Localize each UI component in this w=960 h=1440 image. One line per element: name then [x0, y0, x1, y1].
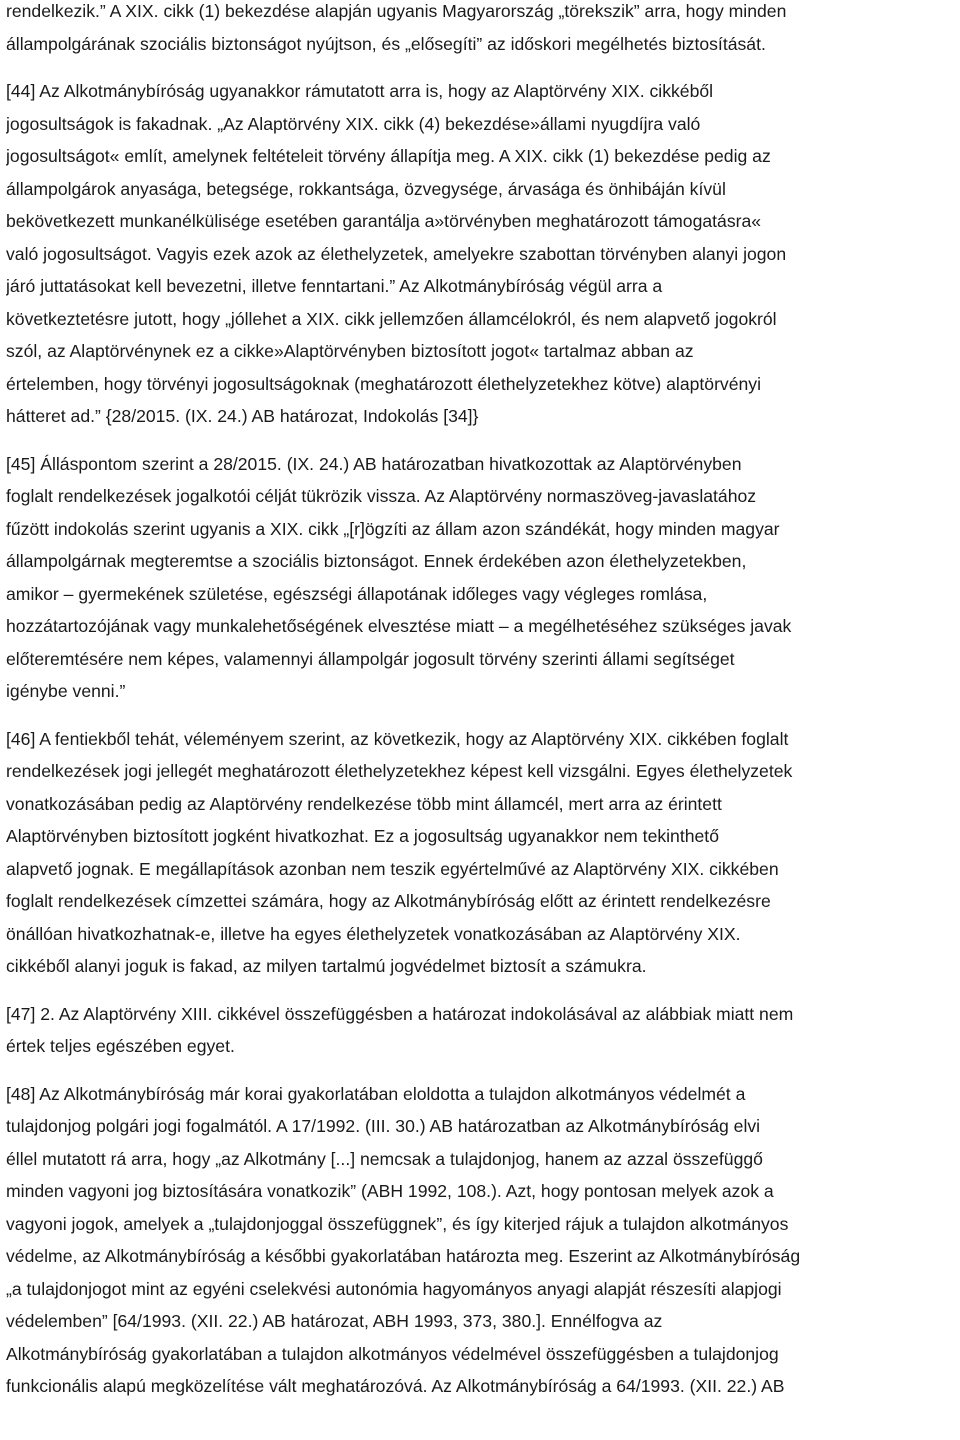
paragraph-44-line: következtetésre jutott, hogy „jóllehet a XIX. cikk jellemzően államcélokról, és nem alapvető jogokról — [6, 308, 777, 329]
paragraph-44-line: állampolgárok anyasága, betegsége, rokkantsága, özvegysége, árvasága és önhibáján kívül — [6, 178, 726, 199]
paragraph-46-line: alapvető jognak. E megállapítások azonban nem teszik egyértelművé az Alaptörvény XIX. cikkében — [6, 858, 779, 879]
paragraph-48-line: „a tulajdonjogot mint az egyéni cselekvési autonómia hagyományos anyagi alapját részesíti alapjogi — [6, 1278, 782, 1299]
paragraph-48-line: éllel mutatott rá arra, hogy „az Alkotmány [...] nemcsak a tulajdonjog, hanem az azzal összefüggő — [6, 1148, 763, 1169]
paragraph-48-line: Alkotmánybíróság gyakorlatában a tulajdon alkotmányos védelmével összefüggésben a tulajdonjog — [6, 1343, 779, 1364]
paragraph-48-line: védelme, az Alkotmánybíróság a későbbi gyakorlatában határozta meg. Eszerint az Alkotmánybíróság — [6, 1246, 801, 1266]
paragraph-48-line: tulajdonjog polgári jogi fogalmától. A 17/1992. (III. 30.) AB határozatban az Alkotmánybíróság elvi — [6, 1116, 761, 1136]
paragraph-44-line: való jogosultságot. Vagyis ezek azok az élethelyzetek, amelyekre szabottan törvényben alanyi jogon — [6, 243, 787, 264]
paragraph-45-line: hozzátartozójának vagy munkalehetőségének elvesztése miatt – a megélhetéséhez szükséges javak — [6, 616, 792, 636]
paragraph-48-line: minden vagyoni jog biztosítására vonatkozik” (ABH 1992, 108.). Azt, hogy pontosan melyek azok a — [6, 1181, 774, 1201]
paragraph-45-line: amikor – gyermekének születése, egészségi állapotának időleges vagy végleges romlása, — [6, 583, 708, 604]
paragraph-44-line: [44] Az Alkotmánybíróság ugyanakkor rámutatott arra is, hogy az Alaptörvény XIX. cikkéből — [6, 81, 714, 101]
paragraph-46-line: cikkéből alanyi joguk is fakad, az milyen tartalmú jogvédelmet biztosít a számukra. — [6, 956, 647, 976]
paragraph-46-line: foglalt rendelkezések címzettei számára, hogy az Alkotmánybíróság előtt az érintett rendelkezésre — [6, 891, 771, 911]
paragraph-44-line: jogosultságok is fakadnak. „Az Alaptörvény XIX. cikk (4) bekezdése»állami nyugdíjra való — [6, 113, 701, 134]
paragraph-48-line: funkcionális alapú megközelítése vált meghatározóvá. Az Alkotmánybíróság a 64/1993. (XII. 22.) AB — [6, 1376, 785, 1396]
paragraph-45-line: előteremtésére nem képes, valamennyi állampolgár jogosult törvény szerinti állami segítséget — [6, 648, 735, 669]
text-line: állampolgárának szociális biztonságot nyújtson, és „elősegíti” az időskori megélhetés biztosítását. — [6, 33, 766, 54]
document-page — [6, 0, 954, 1407]
paragraph-48-line: vagyoni jogok, amelyek a „tulajdonjoggal összefüggnek”, és így kiterjed rájuk a tulajdon alkotmányos — [6, 1213, 789, 1234]
paragraph-44-line: járó juttatásokat kell bevezetni, illetve fenntartani.” Az Alkotmánybíróság végül arra a — [6, 276, 663, 296]
paragraph-45-line: [45] Álláspontom szerint a 28/2015. (IX. 24.) AB határozatban hivatkozottak az Alaptörvényben — [6, 453, 742, 474]
paragraph-46-line: Alaptörvényben biztosított jogként hivatkozhat. Ez a jogosultság ugyanakkor nem tekinthető — [6, 826, 719, 846]
paragraph-44-line: szól, az Alaptörvénynek ez a cikke»Alaptörvényben biztosított jogot« tartalmaz abban az — [6, 341, 694, 361]
paragraph-45-line: fűzött indokolás szerint ugyanis a XIX. cikk „[r]ögzíti az állam azon szándékát, hogy minden magyar — [6, 518, 780, 539]
paragraph-46-line: önállóan hivatkozhatnak-e, illetve ha egyes élethelyzetek vonatkozásában az Alaptörvény XIX. — [6, 923, 741, 944]
paragraph-45-line: állampolgárnak megteremtse a szociális biztonságot. Ennek érdekében azon élethelyzetekben, — [6, 551, 747, 571]
paragraph-45-line: igénybe venni.” — [6, 681, 126, 701]
paragraph-47-line: értek teljes egészében egyet. — [6, 1036, 235, 1056]
paragraph-47-line: [47] 2. Az Alaptörvény XIII. cikkével összefüggésben a határozat indokolásával az alábbiak miatt nem — [6, 1003, 794, 1024]
paragraph-48-line: védelemben” [64/1993. (XII. 22.) AB határozat, ABH 1993, 373, 380.]. Ennélfogva az — [6, 1311, 663, 1331]
paragraph-44-line: értelemben, hogy törvényi jogosultságoknak (meghatározott élethelyzetekhez kötve) alaptörvényi — [6, 373, 762, 394]
text-line: rendelkezik.” A XIX. cikk (1) bekezdése alapján ugyanis Magyarország „törekszik” arra, hogy minden — [6, 1, 787, 21]
paragraph-46-line: [46] A fentiekből tehát, véleményem szerint, az következik, hogy az Alaptörvény XIX. cikkében foglalt — [6, 728, 789, 749]
paragraph-44-line: hátteret ad.” {28/2015. (IX. 24.) AB határozat, Indokolás [34]} — [6, 406, 479, 426]
paragraph-46-line: vonatkozásában pedig az Alaptörvény rendelkezése több mint államcél, mert arra az érintett — [6, 793, 722, 814]
paragraph-44-line: jogosultságot« említ, amelynek feltételeit törvény állapítja meg. A XIX. cikk (1) bekezdése pedig az — [6, 146, 771, 166]
paragraph-45-line: foglalt rendelkezések jogalkotói célját tükrözik vissza. Az Alaptörvény normaszöveg-javaslatához — [6, 486, 757, 506]
paragraph-46-line: rendelkezések jogi jellegét meghatározott élethelyzetekhez képest kell vizsgálni. Egyes élethelyzetek — [6, 761, 793, 781]
paragraph-44-line: bekövetkezett munkanélkülisége esetében garantálja a»törvényben meghatározott támogatásra« — [6, 211, 762, 231]
paragraph-48-line: [48] Az Alkotmánybíróság már korai gyakorlatában eloldotta a tulajdon alkotmányos védelmét a — [6, 1083, 746, 1104]
